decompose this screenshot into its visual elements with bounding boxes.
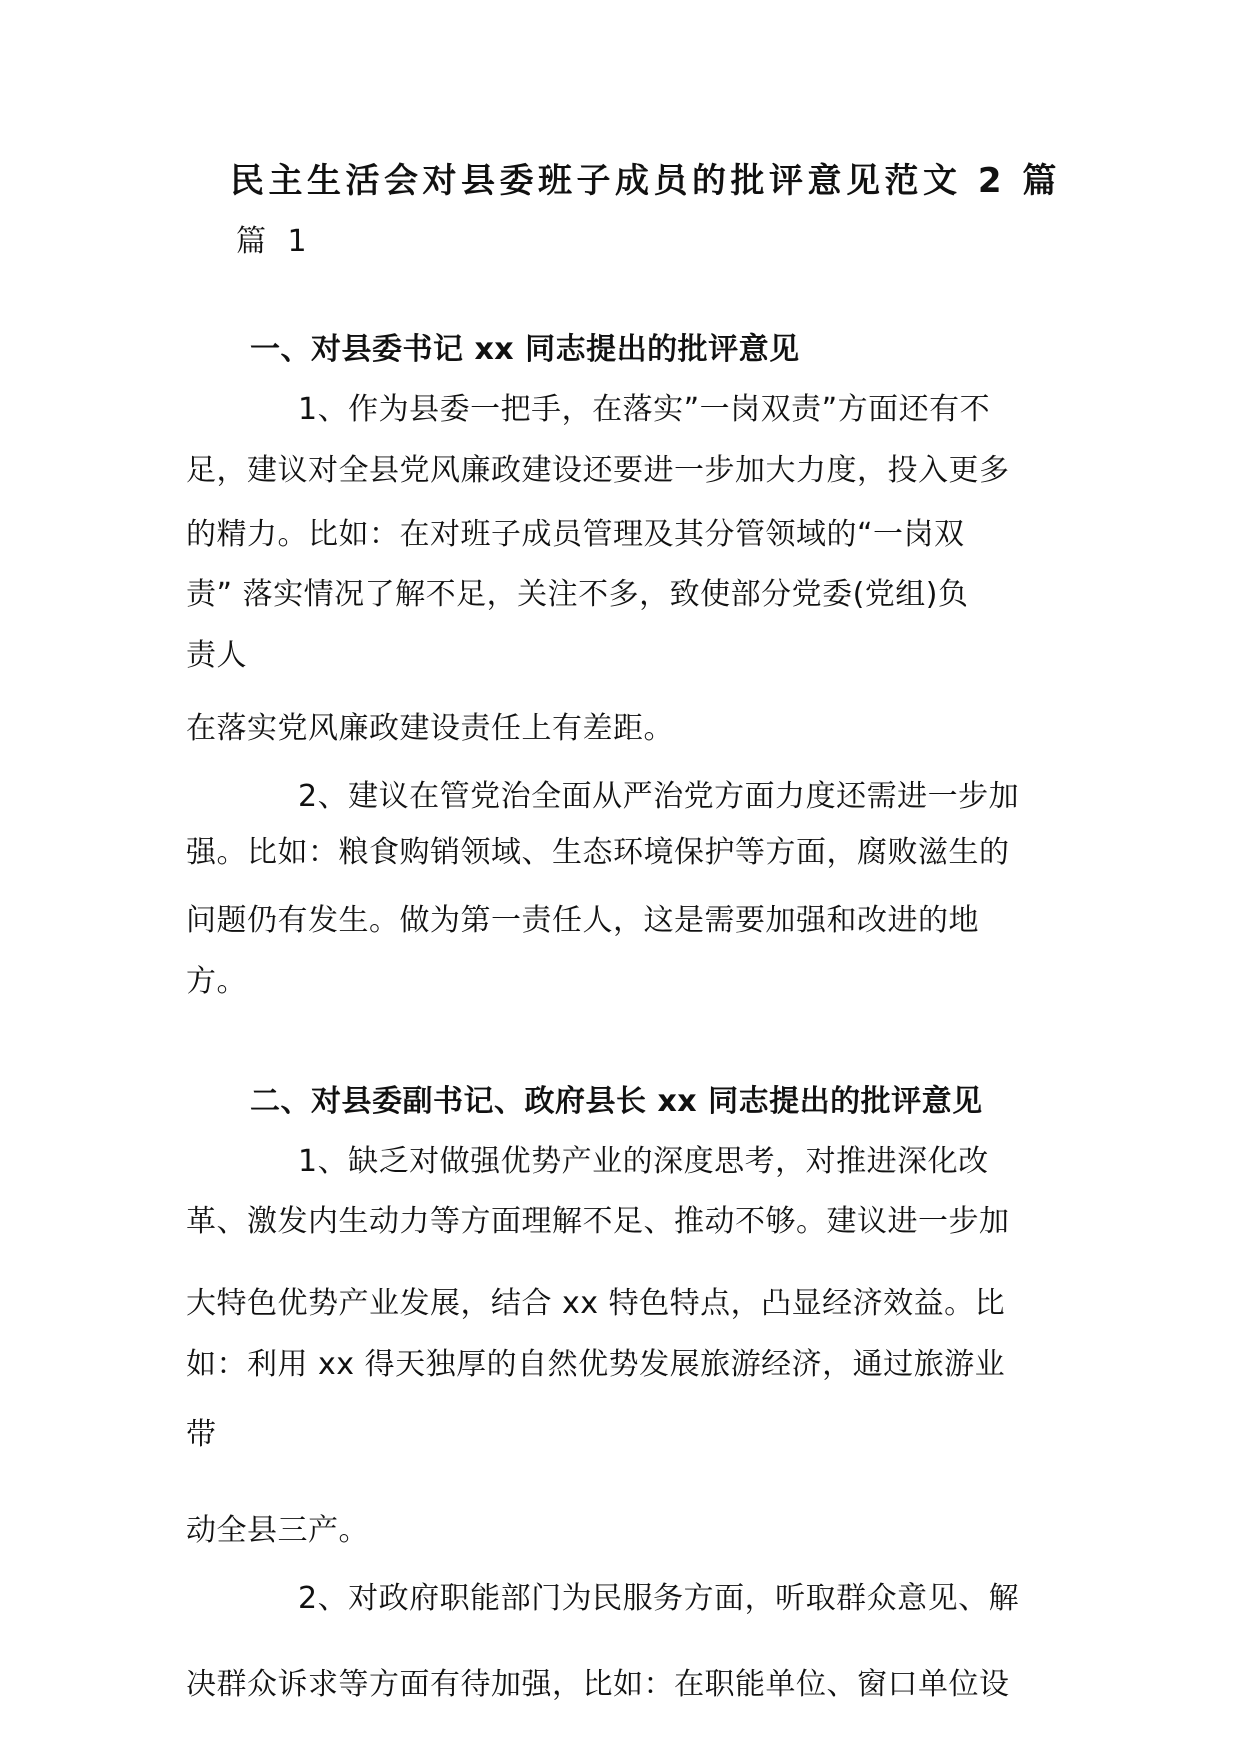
paragraph-line: 足，建议对全县党风廉政建设还要进一步加大力度，投入更多: [186, 453, 1010, 488]
paragraph-line: 问题仍有发生。做为第一责任人，这是需要加强和改进的地: [186, 903, 979, 938]
paragraph-line: 的精力。比如：在对班子成员管理及其分管领域的“一岗双: [186, 517, 965, 552]
paragraph-line: 强。比如：粮食购销领域、生态环境保护等方面，腐败滋生的: [186, 835, 1010, 870]
paragraph-line: 责” 落实情况了解不足，关注不多，致使部分党委(党组)负: [186, 577, 969, 612]
paragraph-line: 动全县三产。: [186, 1513, 369, 1548]
article-number: 篇 1: [236, 224, 313, 259]
paragraph-line: 大特色优势产业发展，结合 xx 特色特点，凸显经济效益。比: [186, 1286, 1006, 1321]
paragraph-line: 方。: [186, 964, 247, 999]
paragraph-line: 1、作为县委一把手，在落实”一岗双责”方面还有不: [298, 392, 991, 427]
document-title: 民主生活会对县委班子成员的批评意见范文 2 篇: [230, 161, 1061, 201]
paragraph-line: 决群众诉求等方面有待加强，比如：在职能单位、窗口单位设: [186, 1667, 1010, 1702]
section-heading: 一、对县委书记 xx 同志提出的批评意见: [250, 332, 800, 367]
paragraph-line: 2、建议在管党治全面从严治党方面力度还需进一步加: [298, 779, 1020, 814]
paragraph-line: 如：利用 xx 得天独厚的自然优势发展旅游经济，通过旅游业: [186, 1347, 1006, 1382]
paragraph-line: 责人: [186, 638, 247, 673]
paragraph-line: 在落实党风廉政建设责任上有差距。: [186, 711, 674, 746]
paragraph-line: 2、对政府职能部门为民服务方面，听取群众意见、解: [298, 1581, 1020, 1616]
paragraph-line: 1、缺乏对做强优势产业的深度思考，对推进深化改: [298, 1144, 989, 1179]
paragraph-line: 革、激发内生动力等方面理解不足、推动不够。建议进一步加: [186, 1204, 1010, 1239]
section-heading: 二、对县委副书记、政府县长 xx 同志提出的批评意见: [250, 1084, 983, 1119]
paragraph-line: 带: [186, 1417, 217, 1452]
